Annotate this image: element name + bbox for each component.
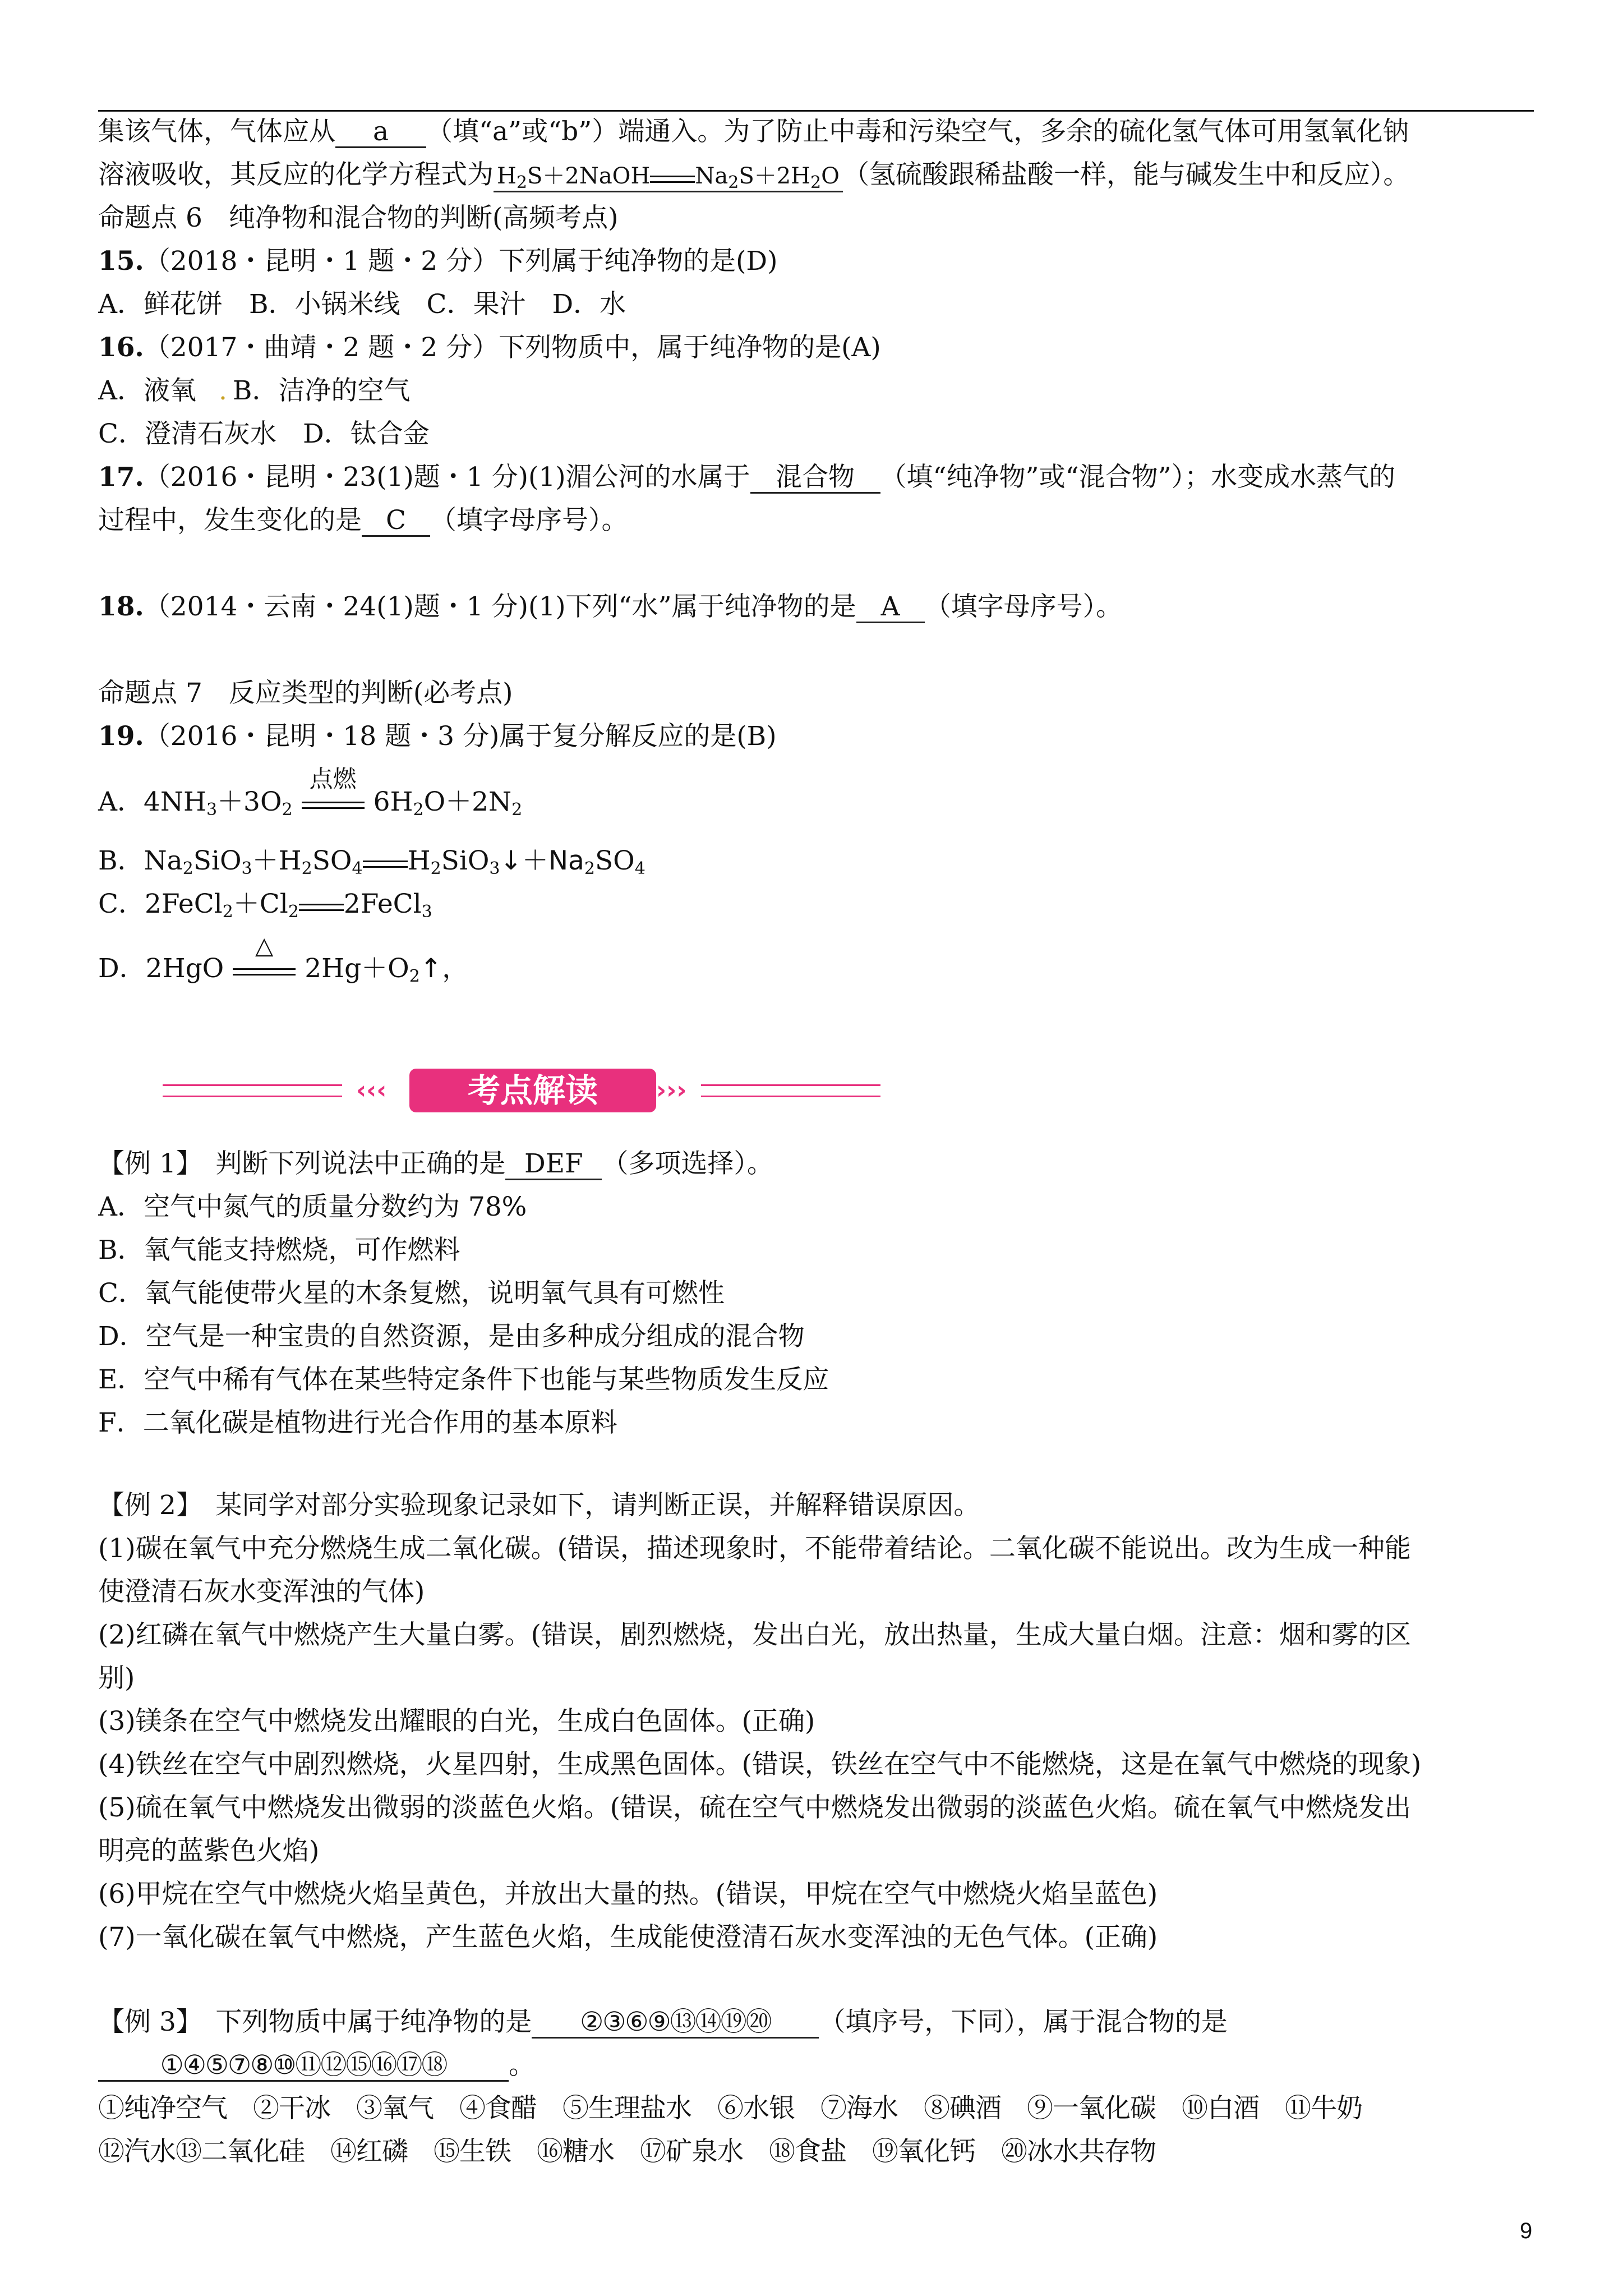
example-2-item-5b: 明亮的蓝紫色火焰) (98, 1835, 320, 1866)
example-3: 【例 3】 下列物质中属于纯净物的是 ②③⑥⑨⑬⑭⑲⑳ （填序号，下同），属于混合物的是 (98, 2007, 1228, 2037)
example-2-item-1a: (1)碳在氧气中充分燃烧生成二氧化碳。(错误，描述现象时，不能带着结论。二氧化碳不能说出。改为生成一种能 (98, 1533, 1411, 1564)
section-banner (163, 1069, 937, 1114)
answer-blank: C (362, 506, 430, 537)
example-1: 【例 1】 判断下列说法中正确的是 DEF （多项选择）。 (98, 1148, 773, 1179)
example-1-option-f: F．二氧化碳是植物进行光合作用的基本原料 (98, 1407, 617, 1438)
example-2-item-7: (7)一氧化碳在氧气中燃烧，产生蓝色火焰，生成能使澄清石灰水变浑浊的无色气体。(正确) (98, 1922, 1158, 1953)
question-19: 19.（2016・昆明・18 题・3 分)属于复分解反应的是(B) (98, 721, 777, 752)
example-1-option-c: C．氧气能使带火星的木条复燃，说明氧气具有可燃性 (98, 1278, 725, 1309)
answer-blank: a (335, 117, 426, 148)
top-rule (98, 110, 1534, 112)
equals-with-condition: 点燃 (299, 793, 367, 815)
section-heading-6: 命题点 6 纯净物和混合物的判断(高频考点) (98, 203, 619, 233)
example-2-item-6: (6)甲烷在空气中燃烧火焰呈黄色，并放出大量的热。(错误，甲烷在空气中燃烧火焰呈蓝色) (98, 1879, 1158, 1910)
example-2-item-2b: 别) (98, 1663, 135, 1694)
example-2-item-3: (3)镁条在空气中燃烧发出耀眼的白光，生成白色固体。(正确) (98, 1706, 815, 1737)
example-2-item-5a: (5)硫在氧气中燃烧发出微弱的淡蓝色火焰。(错误，硫在空气中燃烧发出微弱的淡蓝色火焰。硫在氧气中燃烧发出 (98, 1792, 1411, 1823)
answer-equation: $H_2S+2NaOH$ $Na_2S+2H_2O$ (494, 162, 843, 192)
question-16-options-1: A．液氧 . B．洁净的空气 (98, 375, 411, 406)
equals-with-condition: △ (230, 959, 298, 982)
question-17: 17.（2016・昆明・23(1)题・1 分)(1)湄公河的水属于 混合物 （填“纯净物”或“混合物”）；水变成水蒸气的 (98, 462, 1396, 493)
page-number: 9 (1520, 2219, 1533, 2243)
chevron-right-icon: ››› (656, 1076, 687, 1105)
example-3-items-row-2: ⑫汽水⑬二氧化硅 ⑭红磷 ⑮生铁 ⑯糖水 ⑰矿泉水 ⑱食盐 ⑲氧化钙 ⑳冰水共存物 (98, 2136, 1156, 2167)
text-line-2: 溶液吸收，其反应的化学方程式为 $H_2S+2NaOH$ $Na_2S+2H_2O$ （氢硫酸跟稀盐酸一样，能与碱发生中和反应）。 (98, 159, 1410, 192)
question-17-line-2: 过程中，发生变化的是 C （填字母序号）。 (98, 505, 628, 536)
equals-sign (650, 167, 695, 189)
answer-blank: 混合物 (750, 463, 880, 494)
example-3-line-2: ①④⑤⑦⑧⑩⑪⑫⑮⑯⑰⑱ 。 (98, 2049, 1534, 2082)
question-19-option-b: B．$Na_2SiO_3+H_2SO_4$ $H_2SiO_3↓+Na_2SO_4$ (98, 845, 645, 878)
example-2-item-4: (4)铁丝在空气中剧烈燃烧，火星四射，生成黑色固体。(错误，铁丝在空气中不能燃烧，这是在氧气中燃烧的现象) (98, 1749, 1422, 1780)
answer-blank-pure: ②③⑥⑨⑬⑭⑲⑳ (532, 2008, 819, 2039)
answer-blank: DEF (505, 1149, 602, 1180)
question-19-option-a: A．$4NH_3+3O_2$ 点燃 $6H_2O+2N_2$ (98, 765, 523, 820)
answer-blank: A (856, 592, 925, 623)
example-2-item-2a: (2)红磷在氧气中燃烧产生大量白雾。(错误，剧烈燃烧，发出白光，放出热量，生成大量白烟。注意：烟和雾的区 (98, 1619, 1411, 1650)
example-1-option-a: A．空气中氮气的质量分数约为 78% (98, 1191, 527, 1222)
question-19-option-c: C．$2FeCl_2+Cl_2$ 2FeCl$_3$ (98, 889, 432, 921)
question-18: 18.（2014・云南・24(1)题・1 分)(1)下列“水”属于纯净物的是 A （填字母序号）。 (98, 591, 1123, 622)
example-3-items-row-1: ①纯净空气 ②干冰 ③氧气 ④食醋 ⑤生理盐水 ⑥水银 ⑦海水 ⑧碘酒 ⑨一氧化碳 ⑩白酒 ⑪牛奶 (98, 2093, 1362, 2124)
example-1-option-d: D．空气是一种宝贵的自然资源，是由多种成分组成的混合物 (98, 1321, 805, 1352)
section-heading-7: 命题点 7 反应类型的判断(必考点) (98, 678, 513, 708)
question-16-options-2: C．澄清石灰水 D．钛合金 (98, 418, 430, 449)
example-1-option-b: B．氧气能支持燃烧，可作燃料 (98, 1235, 460, 1266)
question-15: 15.（2018・昆明・1 题・2 分）下列属于纯净物的是(D) (98, 246, 778, 277)
example-2-item-1b: 使澄清石灰水变浑浊的气体) (98, 1576, 425, 1607)
question-16: 16.（2017・曲靖・2 题・2 分）下列物质中，属于纯净物的是(A) (98, 332, 881, 363)
text-line-1: 集该气体，气体应从 a （填“a”或“b”）端通入。为了防止中毒和污染空气，多余的硫化氢气体可用氢氧化钠 (98, 116, 1409, 147)
banner-title: 考点解读 (409, 1069, 656, 1112)
question-19-option-d: D．2HgO △ $2Hg+O_2↑$， (98, 932, 469, 986)
question-15-options: A．鲜花饼 B．小锅米线 C．果汁 D．水 (98, 289, 626, 320)
example-2: 【例 2】 某同学对部分实验现象记录如下，请判断正误，并解释错误原因。 (98, 1490, 980, 1521)
answer-blank-mixture: ①④⑤⑦⑧⑩⑪⑫⑮⑯⑰⑱ (98, 2051, 509, 2082)
chevron-left-icon: ‹‹‹ (356, 1076, 387, 1105)
example-1-option-e: E．空气中稀有气体在某些特定条件下也能与某些物质发生反应 (98, 1364, 829, 1395)
